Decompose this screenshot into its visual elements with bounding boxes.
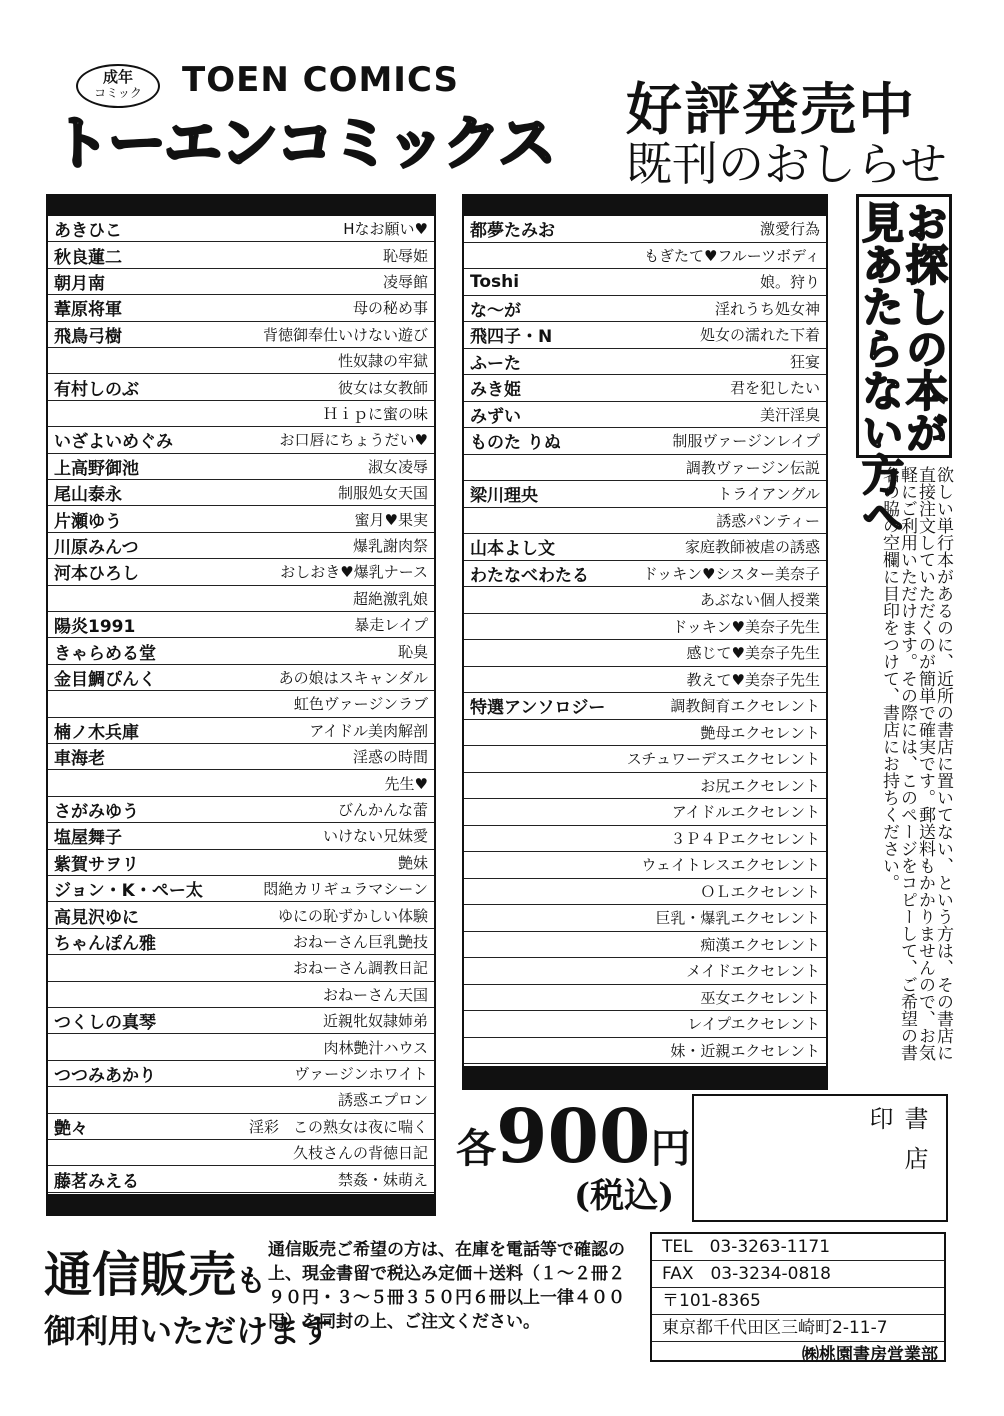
brand-en: TOEN COMICS [182, 60, 460, 100]
book-title: 性奴隷の牢獄 [337, 352, 428, 371]
book-row [48, 665, 434, 691]
book-row [48, 797, 434, 823]
book-row [464, 905, 826, 932]
book-author: 葦原将軍 [54, 300, 122, 321]
book-title: ドッキン♥シスター美奈子 [642, 564, 820, 583]
seinen-label: 成年 [102, 68, 133, 86]
book-row [464, 932, 826, 959]
left-list-bottom-bar [46, 1194, 436, 1216]
book-row [48, 242, 434, 268]
mail-order-headline [44, 1236, 266, 1305]
book-title: ３Ｐ４Ｐエクセレント [670, 829, 820, 848]
book-title: 巫女エクセレント [700, 988, 820, 1007]
right-book-list [462, 216, 828, 1066]
book-row [464, 216, 826, 243]
book-title: 制服処女天国 [337, 484, 428, 503]
book-row [464, 1038, 826, 1065]
book-title: 誘惑エプロン [337, 1091, 428, 1110]
book-author: 山本よし文 [470, 539, 555, 560]
book-author: いざよいめぐみ [54, 432, 173, 453]
book-row [464, 296, 826, 323]
book-row [48, 718, 434, 744]
book-row [48, 1140, 434, 1166]
book-author: 特選アンソロジー [470, 698, 606, 719]
mail-order-text: 通信販売ご希望の方は、在庫を電話等で確認の上、現金書留で税込み定価＋送料（１～２冊２９０円・３～５冊３５０円６冊以上一律４００円）を同封の上、ご注文ください。 [268, 1240, 625, 1332]
book-row [48, 401, 434, 427]
book-author: 艶々 [54, 1118, 88, 1139]
book-author: 上高野御池 [54, 458, 139, 479]
book-row [48, 480, 434, 506]
book-author: ジョン・K・ペー太 [54, 881, 203, 902]
book-title: Ｈｉｐに蜜の味 [322, 404, 428, 423]
book-author: 紫賀サヲリ [54, 854, 139, 875]
book-title: ウェイトレスエクセレント [641, 856, 820, 875]
book-title: 艶母エクセレント [700, 723, 820, 742]
book-row [48, 929, 434, 955]
book-title: 近親牝奴隷姉弟 [322, 1012, 428, 1031]
book-title: 美汗淫臭 [759, 405, 820, 424]
book-author: 秋良蓮二 [54, 247, 122, 268]
book-author: 片瀬ゆう [54, 511, 122, 532]
book-author: 藤茗みえる [54, 1171, 139, 1192]
book-row [464, 667, 826, 694]
book-row [464, 402, 826, 429]
book-author: 朝月南 [54, 273, 105, 294]
book-author: 陽炎1991 [54, 617, 136, 638]
book-row [464, 720, 826, 747]
book-title: 巨乳・爆乳エクセレント [655, 909, 820, 928]
book-row [464, 428, 826, 455]
contact-address: 東京都千代田区三崎町2-11-7 [652, 1315, 944, 1342]
book-title: 彼女は女教師 [337, 378, 428, 397]
book-row [464, 269, 826, 296]
subheadline: 既刊のおしらせ [626, 137, 947, 191]
book-row [48, 902, 434, 928]
book-row [464, 349, 826, 376]
book-title: 淫惑の時間 [352, 748, 428, 767]
mail-order-title: 通信販売 [44, 1247, 237, 1303]
book-author: あきひこ [54, 221, 122, 242]
book-row [48, 1034, 434, 1060]
book-author: 川原みんつ [54, 537, 139, 558]
bookstore-stamp-box [692, 1094, 948, 1222]
book-row [464, 243, 826, 270]
book-title: トライアングル [717, 485, 820, 504]
book-author: わたなべわたる [470, 565, 589, 586]
contact-company: ㈱桃園書房営業部 [802, 1345, 938, 1365]
contact-zip: 〒101-8365 [652, 1288, 944, 1315]
book-row [464, 561, 826, 588]
left-list-top-bar [46, 194, 436, 216]
book-title: 悶絶カリギュラマシーン [263, 880, 428, 899]
book-row [48, 348, 434, 374]
book-row [464, 508, 826, 535]
price-amount: 900 [496, 1094, 651, 1180]
book-title: おしおき♥爆乳ナース [280, 563, 428, 582]
book-row [464, 985, 826, 1012]
comic-label: コミック [94, 86, 142, 100]
book-row [48, 559, 434, 585]
book-row [48, 955, 434, 981]
book-row [48, 1114, 434, 1140]
book-title: いけない兄妹愛 [322, 827, 428, 846]
book-title: 娘。狩り [759, 273, 820, 292]
book-row [48, 982, 434, 1008]
book-row [464, 826, 826, 853]
contact-tel: TEL 03-3263-1171 [652, 1234, 944, 1261]
book-row [464, 1011, 826, 1038]
book-author: 河本ひろし [54, 564, 139, 585]
book-row [464, 693, 826, 720]
book-title: メイドエクセレント [686, 962, 820, 981]
book-author: みき姫 [470, 380, 521, 401]
book-author: Toshi [470, 271, 520, 292]
book-title: ヴァージンホワイト [294, 1064, 428, 1083]
book-title: 狂宴 [789, 352, 820, 371]
book-title: 背徳御奉仕いけない遊び [262, 325, 428, 344]
book-author: みずい [470, 406, 521, 427]
headline: 好評発売中 [626, 78, 916, 143]
book-title: 教えて♥美奈子先生 [686, 670, 820, 689]
book-author: 都夢たみお [470, 221, 555, 242]
book-row [48, 823, 434, 849]
book-author: 車海老 [54, 749, 105, 770]
book-author: つつみあかり [54, 1065, 156, 1086]
book-row [464, 455, 826, 482]
book-title: 君を犯したい [729, 379, 820, 398]
book-title: 調教飼育エクセレント [670, 697, 820, 716]
book-row [464, 322, 826, 349]
book-row [464, 799, 826, 826]
book-row [464, 534, 826, 561]
book-title: ＯＬエクセレント [700, 882, 820, 901]
book-title: 感じて♥美奈子先生 [686, 644, 820, 663]
book-row [464, 587, 826, 614]
book-row [48, 269, 434, 295]
bookstore-stamp-label: 書店印 [865, 1106, 928, 1186]
book-row [48, 1166, 434, 1192]
search-notice-line2: 見あたらない方へ [856, 201, 905, 537]
book-title: 痴漢エクセレント [700, 935, 820, 954]
book-author: 楠ノ木兵庫 [54, 722, 139, 743]
book-author: 梁川理央 [470, 486, 538, 507]
book-title: 肉林艶汁ハウス [323, 1038, 428, 1057]
book-author: 飛鳥弓樹 [54, 326, 122, 347]
contact-fax: FAX 03-3234-0818 [652, 1261, 944, 1288]
book-title: 暴走レイプ [354, 616, 428, 635]
book-row [48, 322, 434, 348]
book-row [464, 375, 826, 402]
contact-box [650, 1232, 946, 1365]
book-title: 艶妹 [397, 853, 428, 872]
book-title: 久枝さんの背徳日記 [292, 1144, 428, 1163]
right-list-bottom-bar [462, 1066, 828, 1090]
book-author: 有村しのぶ [54, 379, 139, 400]
book-title: おねーさん巨乳艶技 [292, 932, 428, 951]
book-title: 母の秘め事 [352, 299, 428, 318]
book-row [464, 640, 826, 667]
order-instructions: 欲しい単行本があるのに、近所の書店に置いてない、という方は、その書店に直接注文していただくのが簡単で確実です。郵送料もかかりませんので、お気軽にご利用いただけます。その際には、このページをコピーして、ご希望の書名の脇の空欄に目印をつけて、書店にお持ちください。 [879, 466, 953, 1061]
mail-order-suffix: も [236, 1264, 267, 1299]
book-author: 塩屋舞子 [54, 828, 122, 849]
book-row [464, 746, 826, 773]
book-author: さがみゆう [54, 801, 139, 822]
book-title: 淑女凌辱 [367, 457, 428, 476]
book-title: お尻エクセレント [700, 776, 820, 795]
book-row [48, 216, 434, 242]
book-title: もぎたて♥フルーツボディ [643, 246, 820, 265]
book-row [48, 638, 434, 664]
left-book-list [46, 216, 436, 1194]
right-list-top-bar [462, 194, 828, 216]
book-author: な～が [470, 300, 521, 321]
book-row [48, 533, 434, 559]
book-title: 禁姦・妹萌え [337, 1170, 428, 1189]
book-title: 虹色ヴァージンラブ [293, 695, 428, 714]
book-row [48, 586, 434, 612]
search-notice-box [856, 194, 952, 537]
book-row [464, 958, 826, 985]
book-title-extra: 淫彩 [248, 1117, 279, 1136]
book-title: 処女の濡れた下着 [699, 326, 820, 345]
price-each: 各 [456, 1125, 496, 1172]
book-author: きゃらめる堂 [54, 643, 156, 664]
book-title: 淫れうち処女神 [714, 299, 820, 318]
book-title: アイドル美肉解剖 [309, 721, 428, 740]
book-row [464, 481, 826, 508]
book-title: 恥辱姫 [382, 246, 428, 265]
book-row [48, 427, 434, 453]
book-row [48, 295, 434, 321]
book-row [48, 374, 434, 400]
book-author: 金目鯛ぴんく [54, 669, 156, 690]
book-title: ゆにの恥ずかしい体験 [277, 906, 428, 925]
book-author: ふーた [470, 353, 521, 374]
book-row [48, 506, 434, 532]
book-title: 制服ヴァージンレイプ [672, 432, 820, 451]
book-title: 妹・近親エクセレント [670, 1041, 820, 1060]
book-title: スチュワーデスエクセレント [626, 750, 820, 769]
book-title: 超絶激乳娘 [352, 589, 428, 608]
search-notice-line1: お探しの本が [900, 201, 949, 453]
book-title: レイプエクセレント [687, 1015, 820, 1034]
book-row [48, 1008, 434, 1034]
book-author: 高見沢ゆに [54, 907, 139, 928]
book-row [48, 850, 434, 876]
book-author: ものた りぬ [470, 433, 561, 454]
book-row [48, 612, 434, 638]
book-row [48, 744, 434, 770]
book-row [464, 852, 826, 879]
book-title: 凌辱館 [382, 272, 428, 291]
book-author: 尾山泰永 [54, 485, 122, 506]
book-title: 蜜月♥果実 [354, 510, 428, 529]
book-title: ドッキン♥美奈子先生 [672, 617, 820, 636]
mail-order-subline: 御利用いただけます [44, 1312, 333, 1350]
book-row [48, 1087, 434, 1113]
book-title: 誘惑パンティー [716, 511, 820, 530]
book-title: 爆乳謝肉祭 [352, 536, 428, 555]
book-title: アイドルエクセレント [671, 803, 820, 822]
book-title: 激愛行為 [759, 220, 820, 239]
price-yen: 円 [650, 1125, 691, 1172]
book-row [48, 454, 434, 480]
book-title: Hなお願い♥ [343, 220, 428, 239]
book-title [249, 1116, 434, 1137]
book-title: お口唇にちょうだい♥ [279, 431, 428, 450]
book-title: 家庭教師被虐の誘惑 [684, 538, 820, 557]
book-title-text: この熟女は夜に喘く [292, 1117, 428, 1136]
book-title: 調教ヴァージン伝説 [685, 458, 820, 477]
book-row [48, 691, 434, 717]
book-title: 恥臭 [397, 642, 428, 661]
book-author: つくしの真琴 [54, 1013, 156, 1034]
book-title: 先生♥ [384, 774, 428, 793]
price-tax-note: (税込) [574, 1176, 675, 1216]
book-title: おねーさん天国 [322, 985, 428, 1004]
book-title: おねーさん調教日記 [292, 959, 428, 978]
book-title: あぶない個人授業 [699, 591, 820, 610]
book-title: びんかんな蕾 [337, 800, 428, 819]
book-row [48, 770, 434, 796]
book-row [464, 879, 826, 906]
book-row [48, 876, 434, 902]
book-row [464, 773, 826, 800]
book-row [464, 614, 826, 641]
book-row [48, 1061, 434, 1087]
book-author: ちゃんぽん雅 [54, 933, 156, 954]
book-author: 飛四子・N [470, 327, 553, 348]
brand-logo-jp: トーエンコミックス [52, 109, 555, 177]
book-title: あの娘はスキャンダル [278, 668, 428, 687]
